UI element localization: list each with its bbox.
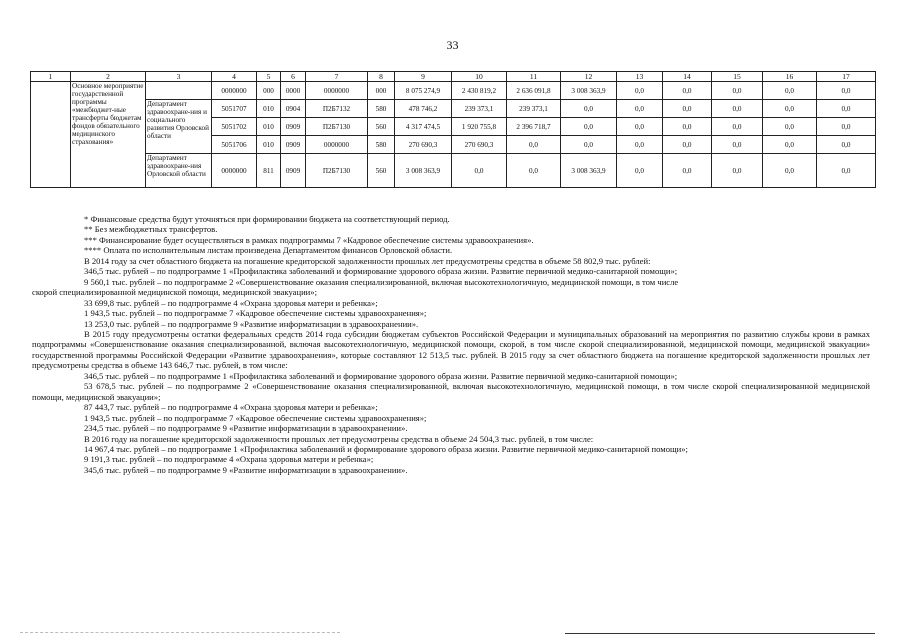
empty-cell: [31, 82, 71, 188]
paragraph: 9 191,3 тыс. рублей – по подпрограмме 4 «Охрана здоровья матери и ребенка»;: [84, 454, 374, 465]
table-cell: 010: [257, 118, 281, 136]
column-header: 8: [368, 72, 395, 82]
paragraph: 13 253,0 тыс. рублей – по подпрограмме 9 «Развитие информатизации в здравоохранении».: [84, 318, 419, 329]
column-header: 9: [395, 72, 452, 82]
table-cell: 0000: [281, 82, 306, 100]
table-cell: 0909: [281, 154, 306, 188]
column-header: 13: [617, 72, 663, 82]
paragraph: В 2015 году предусмотрены остатки федеральных средств 2014 года субсидии бюджетам субъектов Российской Федерации и муниципальных образований на мероприятия по развитию службы крови в рамках подпрограммы «Совершенствование оказания специализированной, включая высокотехнологичную, медицинской помощи, скорой, в том числе скорой специализированной, медицинской помощи, медицинской эвакуации» государственной программы Российской Федерации «Развитие здравоохранения», которые составляют 12 513,5 тыс. рублей. В 2015 году за счет областного бюджета на погашение кредиторской задолженности прошлых лет предусмотрены средства в объеме 143 646,7 тыс. рублей, в том числе:: [32, 328, 870, 371]
table-cell: 000: [257, 82, 281, 100]
column-header: 17: [817, 72, 876, 82]
table-cell: 0904: [281, 100, 306, 118]
table-cell: 1 920 755,8: [452, 118, 507, 136]
dept-cell: Департамент здравоохране-ния Орловской области: [146, 154, 212, 188]
table-cell: 010: [257, 136, 281, 154]
paragraph: 1 943,5 тыс. рублей – по подпрограмме 7 «Кадровое обеспечение системы здравоохранения»;: [84, 308, 427, 319]
column-header: 7: [306, 72, 368, 82]
table-cell: 0,0: [507, 154, 561, 188]
paragraph: 53 678,5 тыс. рублей – по подпрограмме 2 «Совершенствование оказания специализированной, включая высокотехнологичную, медицинской помощи, в том числе скорой специализированной медицинской помощи, медицинской эвакуации»;: [32, 381, 870, 402]
table-cell: 0000000: [212, 154, 257, 188]
table-cell: 560: [368, 118, 395, 136]
table-cell: 0,0: [507, 136, 561, 154]
table-cell: 2 636 091,8: [507, 82, 561, 100]
table-cell: 239 373,1: [507, 100, 561, 118]
paragraph: В 2016 году на погашение кредиторской задолженности прошлых лет предусмотрены средства в объеме 24 504,3 тыс. рублей, в том числе:: [84, 433, 594, 444]
document-body: [32, 214, 870, 475]
column-header: 1: [31, 72, 71, 82]
table-cell: 3 008 363,9: [561, 154, 617, 188]
footnote: **** Оплата по исполнительным листам произведена Департаментом финансов Орловской области.: [84, 245, 453, 256]
table-cell: 0,0: [712, 118, 763, 136]
table-cell: 5051702: [212, 118, 257, 136]
table-cell: 0,0: [663, 118, 712, 136]
table-cell: 0000000: [306, 82, 368, 100]
table-cell: 0,0: [817, 136, 876, 154]
paragraph: 33 699,8 тыс. рублей – по подпрограмме 4 «Охрана здоровья матери и ребенка»;: [84, 297, 378, 308]
table-cell: 0,0: [663, 100, 712, 118]
column-header: 3: [146, 72, 212, 82]
table-cell: 0,0: [561, 118, 617, 136]
table-cell: 0000000: [306, 136, 368, 154]
table-cell: 239 373,1: [452, 100, 507, 118]
table-cell: 0,0: [617, 100, 663, 118]
table-cell: 0,0: [763, 82, 817, 100]
table-cell: 010: [257, 100, 281, 118]
table-cell: 0,0: [763, 118, 817, 136]
table-cell: 0,0: [561, 100, 617, 118]
table-cell: 0,0: [817, 82, 876, 100]
paragraph: 346,5 тыс. рублей – по подпрограмме 1 «Профилактика заболеваний и формирование здорового образа жизни. Развитие первичной медико-санитарной помощи»;: [84, 370, 678, 381]
paragraph: 87 443,7 тыс. рублей – по подпрограмме 4 «Охрана здоровья матери и ребенка»;: [84, 402, 378, 413]
table-cell: 3 008 363,9: [561, 82, 617, 100]
table-cell: 2 430 819,2: [452, 82, 507, 100]
paragraph: 345,6 тыс. рублей – по подпрограмме 9 «Развитие информатизации в здравоохранении».: [84, 464, 408, 475]
table-cell: 0,0: [663, 154, 712, 188]
column-header: 16: [763, 72, 817, 82]
table-cell: 0909: [281, 118, 306, 136]
table-cell: 0,0: [617, 82, 663, 100]
table-cell: 0,0: [712, 154, 763, 188]
footnote: *** Финансирование будет осуществляться в рамках подпрограммы 7 «Кадровое обеспечение системы здравоохранения».: [84, 234, 534, 245]
budget-table: [30, 71, 876, 188]
paragraph: 1 943,5 тыс. рублей – по подпрограмме 7 «Кадровое обеспечение системы здравоохранения»;: [84, 412, 427, 423]
table-cell: 0,0: [712, 82, 763, 100]
paragraph: 9 560,1 тыс. рублей – по подпрограмме 2 «Совершенствование оказания специализированной, включая высокотехнологичную, медицинской помощи, в том числе: [84, 276, 679, 287]
table-cell: 0000000: [212, 82, 257, 100]
table-cell: 0,0: [561, 136, 617, 154]
table-cell: 0,0: [617, 154, 663, 188]
column-header: 15: [712, 72, 763, 82]
column-header: 14: [663, 72, 712, 82]
column-header: 10: [452, 72, 507, 82]
table-cell: П2Б7132: [306, 100, 368, 118]
table-cell: 8 075 274,9: [395, 82, 452, 100]
table-cell: 3 008 363,9: [395, 154, 452, 188]
column-header: 4: [212, 72, 257, 82]
paragraph: скорой специализированной медицинской помощи, медицинской эвакуации»;: [32, 287, 317, 298]
scan-artifact-line: [20, 632, 340, 633]
table-cell: 0,0: [817, 154, 876, 188]
table-cell: 0,0: [817, 100, 876, 118]
table-cell: 0,0: [712, 100, 763, 118]
table-cell: 2 396 718,7: [507, 118, 561, 136]
dept-cell: Департамент здравоохране-ния и социального развития Орловской области: [146, 100, 212, 154]
page-number: 33: [446, 38, 459, 52]
table-cell: 270 690,3: [452, 136, 507, 154]
table-cell: 0,0: [763, 154, 817, 188]
table-cell: 580: [368, 100, 395, 118]
table-cell: 5051706: [212, 136, 257, 154]
table-cell: П2Б7130: [306, 118, 368, 136]
table-cell: П2Б7130: [306, 154, 368, 188]
column-header: 5: [257, 72, 281, 82]
table-cell: 478 746,2: [395, 100, 452, 118]
column-header: 2: [71, 72, 146, 82]
table-cell: 0,0: [712, 136, 763, 154]
table-cell: 560: [368, 154, 395, 188]
table-cell: 0,0: [663, 82, 712, 100]
table-row: [31, 82, 876, 100]
paragraph: 346,5 тыс. рублей – по подпрограмме 1 «Профилактика заболеваний и формирование здорового образа жизни. Развитие первичной медико-санитарной помощи»;: [84, 266, 678, 277]
table-cell: 580: [368, 136, 395, 154]
footnote: ** Без межбюджетных трансфертов.: [84, 224, 218, 235]
column-header: 12: [561, 72, 617, 82]
table-cell: 5051707: [212, 100, 257, 118]
paragraph: 234,5 тыс. рублей – по подпрограмме 9 «Развитие информатизации в здравоохранении».: [84, 423, 408, 434]
paragraph: 14 967,4 тыс. рублей – по подпрограмме 1 «Профилактика заболеваний и формирование здорового образа жизни. Развитие первичной медико-санитарной помощи»;: [84, 443, 688, 454]
table-cell: 0,0: [763, 100, 817, 118]
dept-cell: [146, 82, 212, 100]
table-cell: 0,0: [663, 136, 712, 154]
table-row: [31, 100, 876, 118]
paragraph: В 2014 году за счет областного бюджета на погашение кредиторской задолженности прошлых лет предусмотрены средства в объеме 58 802,9 тыс. рублей:: [84, 255, 651, 266]
measure-name-cell: Основное мероприятие государственной программы «межбюджет-ные трансферты бюджетам фондов обязательного медицинского страхования»: [71, 82, 146, 188]
footer-rule: [565, 633, 875, 634]
table-row: [31, 154, 876, 188]
table-cell: 811: [257, 154, 281, 188]
footnote: * Финансовые средства будут уточняться при формировании бюджета на соответствующий период.: [84, 214, 450, 224]
table-cell: 0,0: [452, 154, 507, 188]
column-header: 11: [507, 72, 561, 82]
table-cell: 000: [368, 82, 395, 100]
table-cell: 270 690,3: [395, 136, 452, 154]
table-cell: 0,0: [617, 136, 663, 154]
table-cell: 0909: [281, 136, 306, 154]
table-header-row: [31, 72, 876, 82]
table-cell: 0,0: [617, 118, 663, 136]
column-header: 6: [281, 72, 306, 82]
table-cell: 0,0: [817, 118, 876, 136]
table-cell: 0,0: [763, 136, 817, 154]
table-cell: 4 317 474,5: [395, 118, 452, 136]
